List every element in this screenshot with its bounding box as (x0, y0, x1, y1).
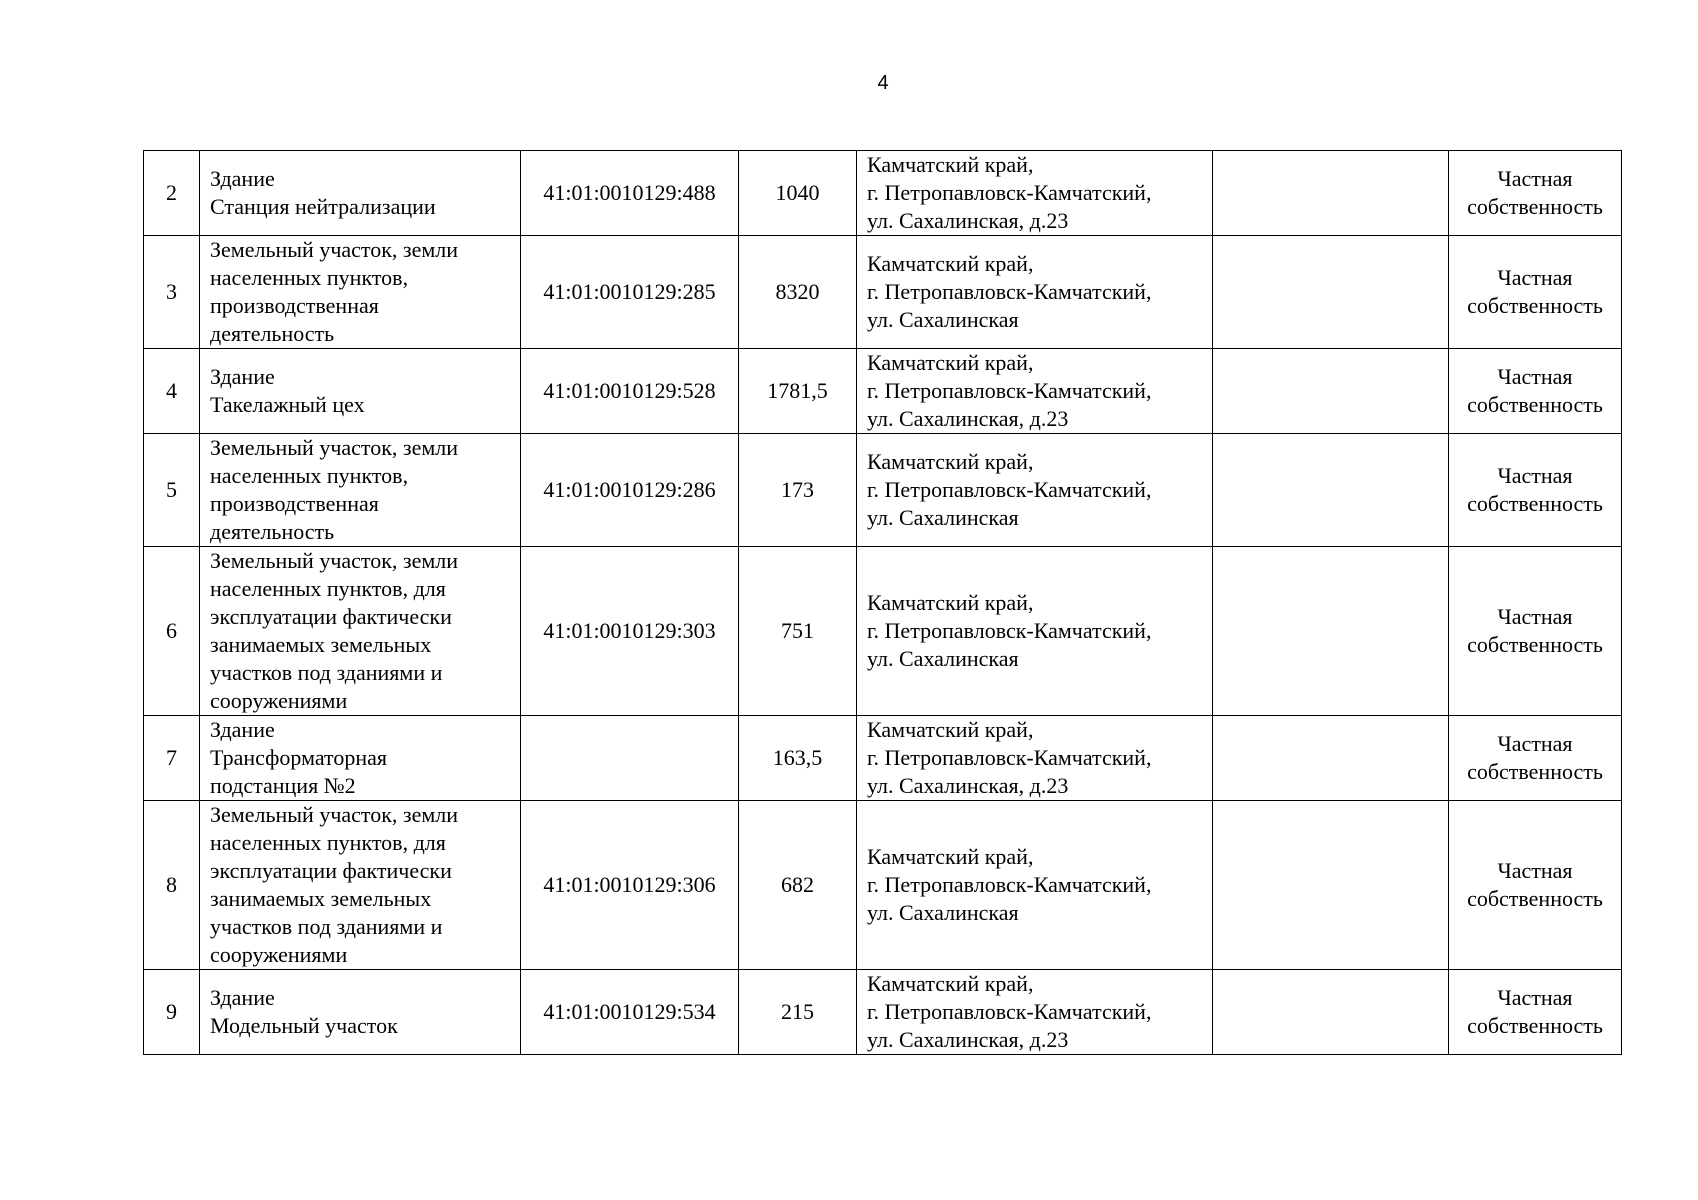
ownership-type (1449, 801, 1622, 970)
ownership-line: Частная (1497, 265, 1573, 290)
ownership-line: собственность (1467, 194, 1603, 219)
object-name-line: подстанция №2 (210, 773, 356, 798)
object-name-line: Земельный участок, земли (210, 802, 459, 827)
address-line: Камчатский край, (867, 717, 1034, 742)
empty-cell (1213, 349, 1449, 434)
row-number: 3 (144, 236, 200, 349)
object-name-line: Станция нейтрализации (210, 194, 436, 219)
empty-cell (1213, 547, 1449, 716)
object-name-line: населенных пунктов, для (210, 830, 446, 855)
address-line: Камчатский край, (867, 449, 1034, 474)
address (857, 970, 1213, 1055)
ownership-line: собственность (1467, 392, 1603, 417)
ownership-line: собственность (1467, 1013, 1603, 1038)
address-line: г. Петропавловск-Камчатский, (867, 477, 1152, 502)
address-line: ул. Сахалинская, д.23 (867, 773, 1069, 798)
ownership-line: Частная (1497, 364, 1573, 389)
object-name-line: участков под зданиями и (210, 660, 443, 685)
address-line: Камчатский край, (867, 152, 1034, 177)
cadastral-number (521, 716, 739, 801)
table-row (144, 716, 1622, 801)
object-name (200, 236, 521, 349)
address-line: г. Петропавловск-Камчатский, (867, 618, 1152, 643)
address-line: Камчатский край, (867, 251, 1034, 276)
table-row (144, 970, 1622, 1055)
cadastral-number: 41:01:0010129:488 (521, 151, 739, 236)
address-line: г. Петропавловск-Камчатский, (867, 999, 1152, 1024)
object-name (200, 349, 521, 434)
object-name-line: населенных пунктов, (210, 463, 409, 488)
ownership-type (1449, 349, 1622, 434)
ownership-line: собственность (1467, 759, 1603, 784)
empty-cell (1213, 151, 1449, 236)
address-line: ул. Сахалинская, д.23 (867, 208, 1069, 233)
empty-cell (1213, 236, 1449, 349)
address-line: г. Петропавловск-Камчатский, (867, 378, 1152, 403)
object-name-line: производственная (210, 293, 379, 318)
address-line: г. Петропавловск-Камчатский, (867, 872, 1152, 897)
address-line: г. Петропавловск-Камчатский, (867, 279, 1152, 304)
object-name-line: сооружениями (210, 942, 348, 967)
table-row (144, 547, 1622, 716)
row-number: 8 (144, 801, 200, 970)
object-name-line: населенных пунктов, (210, 265, 409, 290)
address-line: ул. Сахалинская, д.23 (867, 1027, 1069, 1052)
cadastral-number: 41:01:0010129:303 (521, 547, 739, 716)
object-name-line: сооружениями (210, 688, 348, 713)
address-line: г. Петропавловск-Камчатский, (867, 745, 1152, 770)
empty-cell (1213, 970, 1449, 1055)
ownership-type (1449, 236, 1622, 349)
ownership-type (1449, 716, 1622, 801)
address-line: ул. Сахалинская (867, 900, 1019, 925)
address (857, 801, 1213, 970)
area-value: 1040 (739, 151, 857, 236)
ownership-type (1449, 547, 1622, 716)
object-name-line: Здание (210, 717, 275, 742)
object-name-line: Здание (210, 985, 275, 1010)
row-number: 7 (144, 716, 200, 801)
ownership-line: Частная (1497, 985, 1573, 1010)
row-number: 9 (144, 970, 200, 1055)
table-row (144, 236, 1622, 349)
table-row (144, 349, 1622, 434)
object-name-line: Такелажный цех (210, 392, 365, 417)
object-name-line: Здание (210, 364, 275, 389)
ownership-type (1449, 151, 1622, 236)
area-value: 215 (739, 970, 857, 1055)
area-value: 173 (739, 434, 857, 547)
table-row (144, 151, 1622, 236)
object-name-line: населенных пунктов, для (210, 576, 446, 601)
address (857, 547, 1213, 716)
row-number: 6 (144, 547, 200, 716)
address-line: ул. Сахалинская (867, 307, 1019, 332)
object-name-line: деятельность (210, 519, 335, 544)
address-line: Камчатский край, (867, 844, 1034, 869)
ownership-line: Частная (1497, 604, 1573, 629)
object-name (200, 434, 521, 547)
object-name (200, 547, 521, 716)
area-value: 1781,5 (739, 349, 857, 434)
property-table-body (144, 151, 1622, 1055)
object-name (200, 716, 521, 801)
object-name (200, 151, 521, 236)
address (857, 236, 1213, 349)
object-name-line: Земельный участок, земли (210, 548, 459, 573)
ownership-line: Частная (1497, 858, 1573, 883)
address-line: Камчатский край, (867, 971, 1034, 996)
cadastral-number: 41:01:0010129:286 (521, 434, 739, 547)
address (857, 716, 1213, 801)
object-name-line: занимаемых земельных (210, 632, 432, 657)
object-name-line: производственная (210, 491, 379, 516)
cadastral-number: 41:01:0010129:528 (521, 349, 739, 434)
object-name-line: участков под зданиями и (210, 914, 443, 939)
object-name (200, 801, 521, 970)
ownership-line: Частная (1497, 463, 1573, 488)
property-table (143, 150, 1622, 1055)
object-name (200, 970, 521, 1055)
address (857, 349, 1213, 434)
area-value: 751 (739, 547, 857, 716)
object-name-line: Земельный участок, земли (210, 435, 459, 460)
row-number: 4 (144, 349, 200, 434)
ownership-type (1449, 434, 1622, 547)
object-name-line: Модельный участок (210, 1013, 398, 1038)
address-line: Камчатский край, (867, 350, 1034, 375)
object-name-line: занимаемых земельных (210, 886, 432, 911)
address (857, 434, 1213, 547)
table-row (144, 801, 1622, 970)
ownership-line: собственность (1467, 632, 1603, 657)
empty-cell (1213, 434, 1449, 547)
ownership-type (1449, 970, 1622, 1055)
ownership-line: Частная (1497, 731, 1573, 756)
object-name-line: Здание (210, 166, 275, 191)
object-name-line: Земельный участок, земли (210, 237, 459, 262)
address-line: ул. Сахалинская, д.23 (867, 406, 1069, 431)
address-line: ул. Сахалинская (867, 505, 1019, 530)
cadastral-number: 41:01:0010129:306 (521, 801, 739, 970)
address-line: г. Петропавловск-Камчатский, (867, 180, 1152, 205)
area-value: 163,5 (739, 716, 857, 801)
ownership-line: собственность (1467, 886, 1603, 911)
empty-cell (1213, 716, 1449, 801)
address-line: Камчатский край, (867, 590, 1034, 615)
area-value: 682 (739, 801, 857, 970)
address-line: ул. Сахалинская (867, 646, 1019, 671)
area-value: 8320 (739, 236, 857, 349)
ownership-line: собственность (1467, 491, 1603, 516)
ownership-line: собственность (1467, 293, 1603, 318)
cadastral-number: 41:01:0010129:285 (521, 236, 739, 349)
row-number: 5 (144, 434, 200, 547)
table-row (144, 434, 1622, 547)
address (857, 151, 1213, 236)
object-name-line: эксплуатации фактически (210, 858, 452, 883)
page-number: 4 (877, 72, 889, 94)
object-name-line: деятельность (210, 321, 335, 346)
empty-cell (1213, 801, 1449, 970)
row-number: 2 (144, 151, 200, 236)
cadastral-number: 41:01:0010129:534 (521, 970, 739, 1055)
ownership-line: Частная (1497, 166, 1573, 191)
object-name-line: эксплуатации фактически (210, 604, 452, 629)
object-name-line: Трансформаторная (210, 745, 388, 770)
